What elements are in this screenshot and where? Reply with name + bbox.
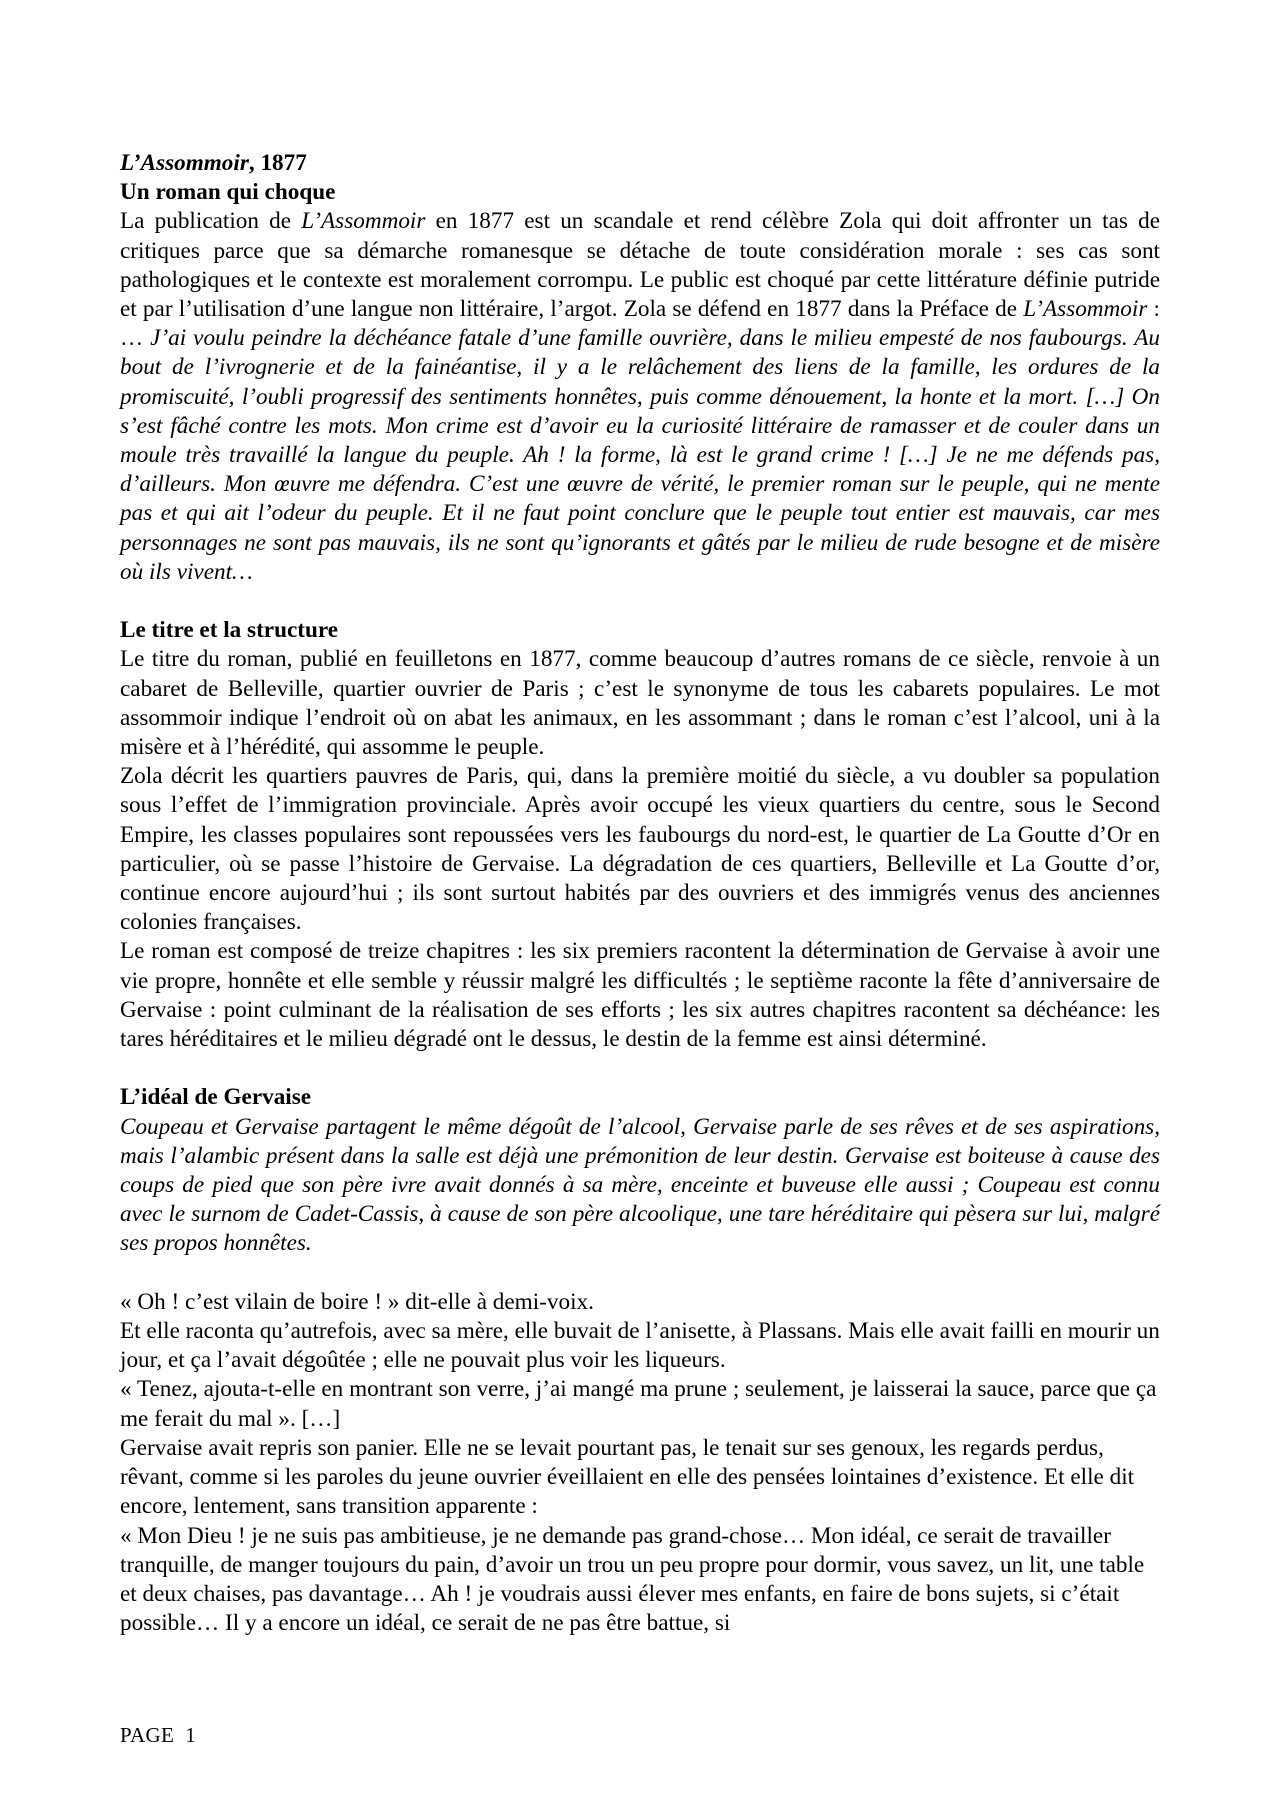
excerpt-line-3: « Tenez, ajouta-t-elle en montrant son verre, j’ai mangé ma prune ; seulement, je laisserai la sauce, parce que ça me ferait du mal ». […] [120, 1376, 1157, 1432]
intro-paragraph [120, 207, 1160, 587]
page-footer [120, 1723, 196, 1748]
section-heading-ideal: L’idéal de Gervaise [120, 1084, 312, 1111]
excerpt-line-2: Et elle raconta qu’autrefois, avec sa mère, elle buvait de l’anisette, à Plassans. Mais elle avait failli en mourir un jour, et ça l’avait dégoûtée ; elle ne pouvait plus voir les liqueurs. [120, 1318, 1160, 1374]
ideal-intro [120, 1113, 1160, 1259]
intro-text-c: en 1877 est un scandale et rend célèbre Zola qui doit affronter un tas de critiques parce que sa démarche romanesque se détache de toute considération morale : ses cas sont pathologiques et le contexte est moralement corrompu. Le public est choqué par cette littérature définie putride et par l’utilisation d’une langue non littéraire, l’argot. Zola se défend en 1877 dans la Préface de [120, 208, 1160, 323]
work-year: , 1877 [248, 150, 307, 176]
titre-paragraph-3: Le roman est composé de treize chapitres : les six premiers racontent la détermination de Gervaise à avoir une vie propre, honnête et elle semble y réussir malgré les difficultés ; le septième raconte la fête d’anniversaire de Gervaise : point culminant de la réalisation de ses efforts ; les six autres chapitres racontent sa déchéance: les tares héréditaires et le milieu dégradé ont le dessus, le destin de la femme est ainsi déterminé. [120, 938, 1160, 1053]
spacer [120, 1259, 1160, 1288]
page-number: 1 [185, 1723, 197, 1747]
ideal-intro-text: Coupeau et Gervaise partagent le même dégoût de l’alcool, Gervaise parle de ses rêves et de ses aspirations, mais l’alambic présent dans la salle est déjà une prémonition de leur destin. Gervaise est boiteuse à cause des coups de pied que son père ivre avait donnés à sa mère, enceinte et buveuse elle aussi ; Coupeau est connu avec le surnom de Cadet-Cassis, à cause de son père alcoolique, une tare héréditaire qui pèsera sur lui, malgré ses propos honnêtes. [120, 1113, 1160, 1257]
excerpt-line-1: « Oh ! c’est vilain de boire ! » dit-elle à demi-voix. [120, 1288, 594, 1315]
spacer [120, 587, 1160, 616]
preface-quote: J’ai voulu peindre la déchéance fatale d’une famille ouvrière, dans le milieu empesté de nos faubourgs. Au bout de l’ivrognerie et de la fainéantise, il y a le relâchement des liens de la famille, les ordures de la promiscuité, l’oubli progressif des sentiments honnêtes, puis comme dénouement, la honte et la mort. […] On s’est fâché contre les mots. Mon crime est d’avoir eu la curiosité littéraire de ramasser et de couler dans un moule très travaillé la langue du peuple. Ah ! la forme, là est le grand crime ! […] Je ne me défends pas, d’ailleurs. Mon œuvre me défendra. C’est une œuvre de vérité, le premier roman sur le peuple, qui ne mente pas et qui ait l’odeur du peuple. Et il ne faut point conclure que le peuple tout entier est mauvais, car mes personnages ne sont pas mauvais, ils ne sont qu’ignorants et gâtés par le milieu de rude besogne et de misère où ils vivent… [120, 325, 1161, 585]
section-heading-roman: Un roman qui choque [120, 179, 336, 206]
work-title-line [120, 149, 1160, 178]
excerpt-line-4: Gervaise avait repris son panier. Elle ne se levait pourtant pas, le tenait sur ses genoux, les regards perdus, rêvant, comme si les paroles du jeune ouvrier éveillaient en elle des pensées lointaines d’existence. Et elle dit encore, lentement, sans transition apparente : [120, 1434, 1135, 1520]
titre-paragraph-2: Zola décrit les quartiers pauvres de Paris, qui, dans la première moitié du siècle, a vu doubler sa population sous l’effet de l’immigration provinciale. Après avoir occupé les vieux quartiers du centre, sous le Second Empire, les classes populaires sont repoussées vers les faubourgs du nord-est, le quartier de La Goutte d’Or en particulier, où se passe l’histoire de Gervaise. La dégradation de ces quartiers, Belleville et La Goutte d’or, continue encore aujourd’hui ; ils sont surtout habités par des ouvriers et des immigrés venus des anciennes colonies françaises. [120, 763, 1160, 936]
section-heading-titre: Le titre et la structure [120, 617, 339, 644]
spacer [120, 1054, 1160, 1083]
page-label: PAGE [120, 1723, 175, 1747]
intro-title-ref-1: L’Assommoir [301, 208, 426, 235]
intro-title-ref-2: L’Assommoir [1023, 296, 1148, 323]
intro-text-a: La publication de [120, 208, 302, 235]
titre-paragraph-1: Le titre du roman, publié en feuilletons en 1877, comme beaucoup d’autres romans de ce siècle, renvoie à un cabaret de Belleville, quartier ouvrier de Paris ; c’est le synonyme de tous les cabarets populaires. Le mot assommoir indique l’endroit où on abat les animaux, en les assommant ; dans le roman c’est l’alcool, uni à la misère et à l’hérédité, qui assomme le peuple. [120, 646, 1160, 761]
page-content [120, 149, 1160, 1638]
intro-text-e: : … [120, 296, 1160, 352]
excerpt-line-5: « Mon Dieu ! je ne suis pas ambitieuse, je ne demande pas grand-chose… Mon idéal, ce serait de travailler tranquille, de manger toujours du pain, d’avoir un trou un peu propre pour dormir, vous savez, un lit, une table et deux chaises, pas davantage… Ah ! je voudrais aussi élever mes enfants, en faire de bons sujets, si c’était possible… Il y a encore un idéal, ce serait de ne pas être battue, si [120, 1522, 1145, 1637]
work-title: L’Assommoir [120, 150, 249, 176]
